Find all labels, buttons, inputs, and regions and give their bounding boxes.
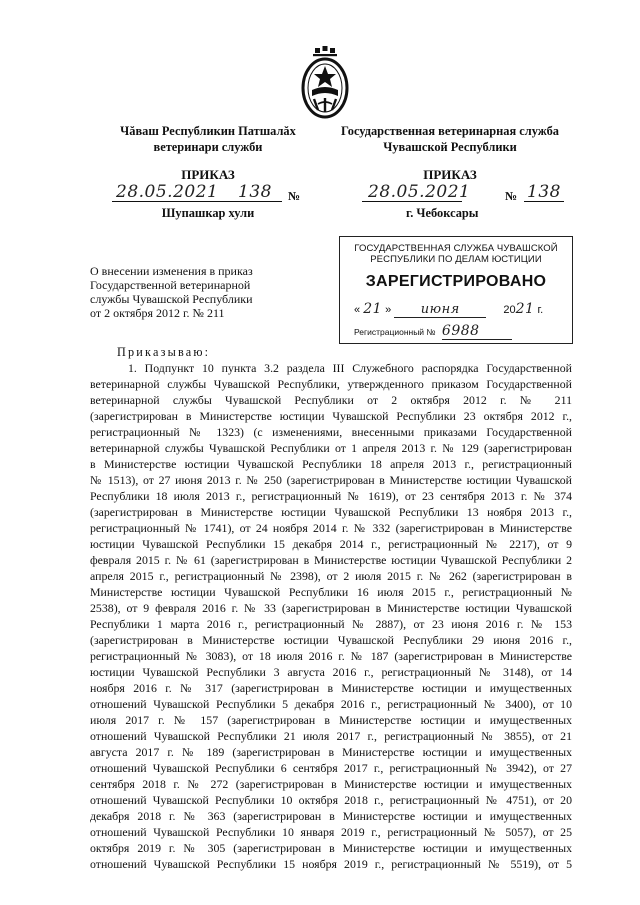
- body-line: отношений Чувашской Республики 5 декабря 2016 г., регистрационный № 3400), от 10: [90, 697, 572, 711]
- stamp-quote-open: «: [354, 304, 361, 316]
- stamp-year-suffix: г.: [537, 304, 544, 316]
- date-underline-right: [362, 201, 462, 202]
- body-line: (зарегистрирован в Министерстве юстиции Чувашской Республики 13 ноября 2013 г.,: [90, 505, 572, 519]
- body-line: ветеринарной службы Чувашской Республики от 1 апреля 2013 г. № 129 (зарегистрирован: [90, 441, 572, 455]
- body-line: отношений Чувашской Республики 6 сентября 2017 г., регистрационный № 3942), от 27: [90, 761, 572, 775]
- body-line: Министерстве юстиции Чувашской Республики 16 июля 2015 г., регистрационный №: [90, 585, 572, 599]
- stamp-org: [340, 243, 572, 265]
- number-sign-left: №: [288, 189, 301, 203]
- header-right-line1: Государственная ветеринарная служба: [340, 124, 559, 138]
- body-line: Республики 1 марта 2016 г., регистрационный № 2887), от 23 июня 2016 г. № 153: [90, 617, 572, 631]
- body-line: ветеринарной службы Чувашской Республики, утвержденного приказом Государственной: [90, 377, 572, 391]
- body-line: февраля 2015 г. № 61 (зарегистрирован в Министерстве юстиции Чувашской Республики 2: [90, 553, 572, 567]
- registration-stamp: [339, 236, 573, 344]
- body-line: регистрационный № 1741), от 24 ноября 2014 г. № 332 (зарегистрирован в Министерстве: [90, 521, 572, 535]
- header-left-line2: ветеринари служби: [153, 140, 263, 154]
- subject-line: О внесении изменения в приказ: [90, 264, 253, 278]
- body-line: августа 2017 г. № 189 (зарегистрирован в Министерстве юстиции и имущественных: [90, 745, 572, 759]
- body-line: (зарегистрирован в Министерстве юстиции Чувашской Республики 23 октября 2012 г.,: [90, 409, 572, 423]
- order-title-left: ПРИКАЗ: [181, 167, 235, 182]
- body-line: юстиции Чувашской Республики 15 декабря 2014 г., регистрационный № 2217), от 9: [90, 537, 572, 551]
- body-line: регистрационный № 1323) (с изменениями, внесенными приказами Государственной: [90, 425, 572, 439]
- stamp-org-line1: ГОСУДАРСТВЕННАЯ СЛУЖБА ЧУВАШСКОЙ: [354, 243, 558, 254]
- stamp-date: [354, 301, 564, 318]
- body-line: отношений Чувашской Республики 10 октября 2018 г., регистрационный № 4751), от 20: [90, 793, 572, 807]
- number-underline-right: [524, 201, 564, 202]
- body-line: апреля 2015 г., регистрационный № 2398), от 2 июля 2015 г. № 262 (зарегистрирован в: [90, 569, 572, 583]
- body-line: 2538), от 9 февраля 2016 г. № 33 (зарегистрирован в Министерстве юстиции Чувашской: [90, 601, 572, 615]
- stamp-org-line2: РЕСПУБЛИКИ ПО ДЕЛАМ ЮСТИЦИИ: [370, 254, 542, 265]
- handwritten-date-left: 28.05.2021: [116, 182, 219, 202]
- subject-line: Государственной ветеринарной: [90, 278, 251, 292]
- handwritten-number-right: 138: [527, 182, 561, 202]
- header-right: [340, 123, 560, 155]
- body-line: 1. Подпункт 10 пункта 3.2 раздела III Служебного распорядка Государственной: [128, 361, 572, 375]
- stamp-reg-label: Регистрационный №: [354, 327, 436, 337]
- header-left: [108, 123, 308, 155]
- date-underline-left: [112, 201, 282, 202]
- stamp-day: 21: [363, 301, 383, 317]
- body-line: отношений Чувашской Республики 10 января 2019 г., регистрационный № 5057), от 25: [90, 825, 572, 839]
- body-line: в Министерстве юстиции Чувашской Республики 18 апреля 2013 г., регистрационный: [90, 457, 572, 471]
- subject-line: от 2 октября 2012 г. № 211: [90, 306, 225, 320]
- header-left-line1: Чăваш Республикин Патшалăх: [120, 124, 296, 138]
- stamp-reg-number: 6988: [442, 323, 512, 340]
- body-line: отношений Чувашской Республики 15 ноября 2019 г., регистрационный № 5519), от 5: [90, 857, 572, 871]
- body-line: регистрационный № 3083), от 18 июля 2016 г. № 187 (зарегистрирован в Министерстве: [90, 649, 572, 663]
- body-line: октября 2019 г. № 305 (зарегистрирован в Министерстве юстиции и имущественных: [90, 841, 572, 855]
- body-line: юстиции Чувашской Республики 3 августа 2016 г., регистрационный № 3148), от 14: [90, 665, 572, 679]
- body-line: отношений Чувашской Республики 21 июля 2017 г., регистрационный № 3855), от 21: [90, 729, 572, 743]
- body-line: декабря 2018 г. № 363 (зарегистрирован в Министерстве юстиции и имущественных: [90, 809, 572, 823]
- body-line: июля 2017 г. № 157 (зарегистрирован в Министерстве юстиции и имущественных: [90, 713, 572, 727]
- order-subject: [90, 264, 290, 320]
- body-line: ветеринарной службы Чувашской Республики от 2 октября 2012 г. № 211: [90, 393, 572, 407]
- order-title-right: ПРИКАЗ: [423, 167, 477, 182]
- stamp-month: июня: [394, 302, 486, 318]
- stamp-title: ЗАРЕГИСТРИРОВАНО: [365, 273, 547, 290]
- body-line: Республики 18 июля 2013 г., регистрационный № 1619), от 23 сентября 2013 г. № 374: [90, 489, 572, 503]
- body-line: ноября 2016 г. № 317 (зарегистрирован в Министерстве юстиции и имущественных: [90, 681, 572, 695]
- directive-word: Приказываю:: [117, 345, 211, 359]
- body-line: № 1513), от 27 июня 2013 г. № 250 (зарегистрирован в Министерстве юстиции Чувашской: [90, 473, 572, 487]
- body-line: (зарегистрирован в Министерстве юстиции Чувашской Республики 29 июня 2016 г.,: [90, 633, 572, 647]
- stamp-year-hand: 21: [515, 301, 535, 317]
- header-right-line2: Чувашской Республики: [383, 140, 517, 154]
- stamp-year-prefix: 20: [503, 304, 516, 316]
- handwritten-number-left: 138: [238, 182, 272, 202]
- stamp-quote-close: »: [385, 304, 392, 316]
- handwritten-date-right: 28.05.2021: [368, 182, 471, 202]
- chuvash-emblem-icon: [298, 44, 352, 124]
- body-line: сентября 2018 г. № 272 (зарегистрирован в Министерстве юстиции и имущественных: [90, 777, 572, 791]
- body-text: [90, 360, 572, 872]
- number-sign-right: №: [505, 189, 518, 203]
- city-right: г. Чебоксары: [406, 206, 479, 220]
- city-left: Шупашкар хули: [161, 206, 255, 220]
- stamp-registration: [354, 323, 512, 340]
- subject-line: службы Чувашской Республики: [90, 292, 253, 306]
